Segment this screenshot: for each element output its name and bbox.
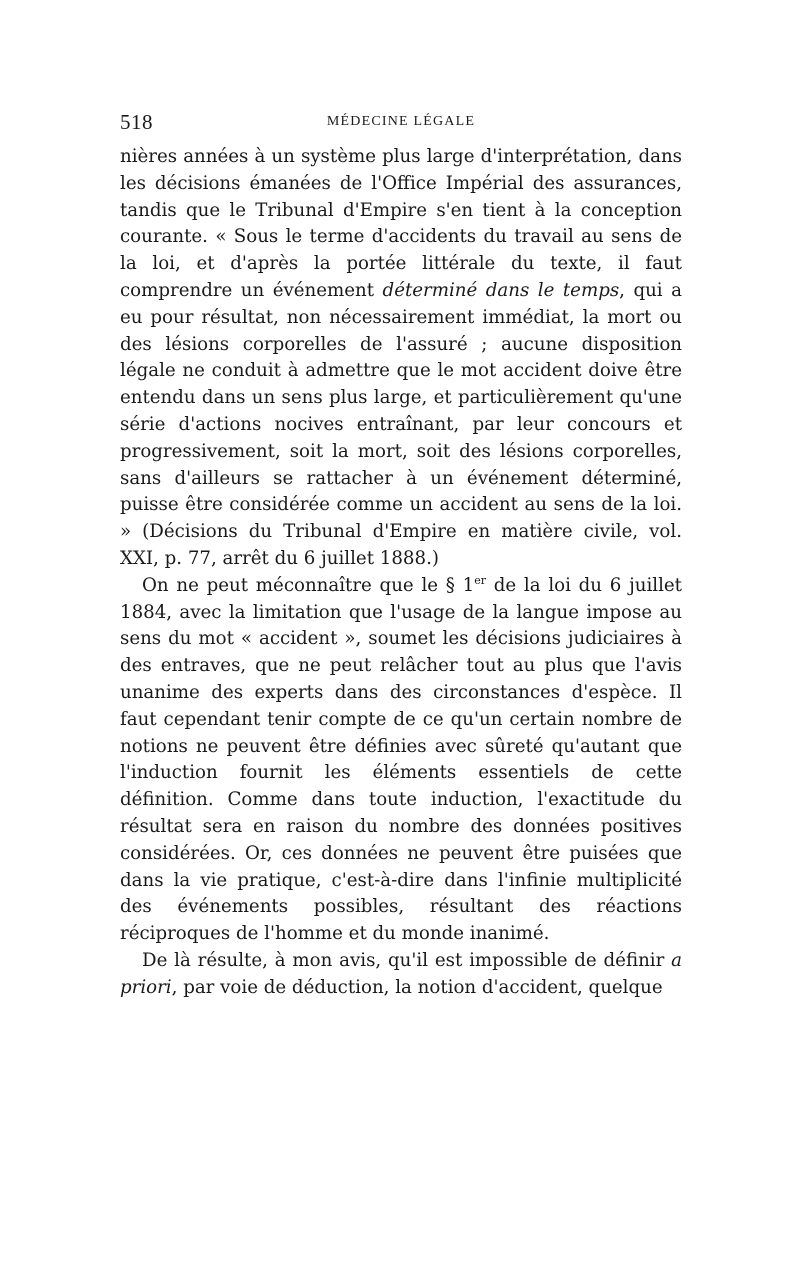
paragraph-1-text-b: , qui a eu pour résultat, non nécessairement immédiat, la mort ou des lésions corporelles de l'assuré ; aucune disposition légale ne conduit à admettre que le mot accident doive être entendu dans un sens plus large, et particulièrement qu'une série d'actions nocives entraînant, par leur concours et progressivement, soit la mort, soit des lésions corporelles, sans d'ailleurs se rattacher à un événement déterminé, puisse être considérée comme un accident au sens de la loi. » (Décisions du Tribunal d'Empire en matière civile, vol. XXI, p. 77, arrêt du 6 juillet 1888.) [120,279,682,569]
book-page [120,110,682,1002]
paragraph-2-text-a: On ne peut méconnaître que le § 1 [142,574,475,596]
header-title: MÉDECINE LÉGALE [326,114,476,129]
paragraph-1 [120,144,682,573]
paragraph-3-text-b: , par voie de déduction, la notion d'accident, quelque [171,976,663,998]
paragraph-1-italic: déterminé dans le temps [382,279,620,301]
running-head [120,110,682,144]
paragraph-1-text-a: nières années à un système plus large d'interprétation, dans les décisions émanées de l'Office Impérial des assurances, tandis que le Tribunal d'Empire s'en tient à la conception courante. « Sous le terme d'accidents du travail au sens de la loi, et d'après la portée littérale du texte, il faut comprendre un événement [120,146,682,301]
paragraph-3-text-a: De là résulte, à mon avis, qu'il est impossible de définir [142,949,672,971]
body-text [120,144,682,1002]
paragraph-2-superscript: er [474,573,486,587]
page-number: 518 [120,110,153,134]
paragraph-2-text-b: de la loi du 6 juillet 1884, avec la limitation que l'usage de la langue impose au sens du mot « accident », soumet les décisions judiciaires à des entraves, que ne peut relâcher tout au plus que l'avis unanime des experts dans des circonstances d'espèce. Il faut cependant tenir compte de ce qu'un certain nombre de notions ne peuvent être définies avec sûreté qu'autant que l'induction fournit les éléments essentiels de cette définition. Comme dans toute induction, l'exactitude du résultat sera en raison du nombre des données positives considérées. Or, ces données ne peuvent être puisées que dans la vie pratique, c'est-à-dire dans l'infinie multiplicité des événements possibles, résultant des réactions réciproques de l'homme et du monde inanimé. [120,574,682,945]
paragraph-3 [120,948,682,1002]
paragraph-2 [120,573,682,948]
paragraph-3-italic: a priori [120,949,682,998]
